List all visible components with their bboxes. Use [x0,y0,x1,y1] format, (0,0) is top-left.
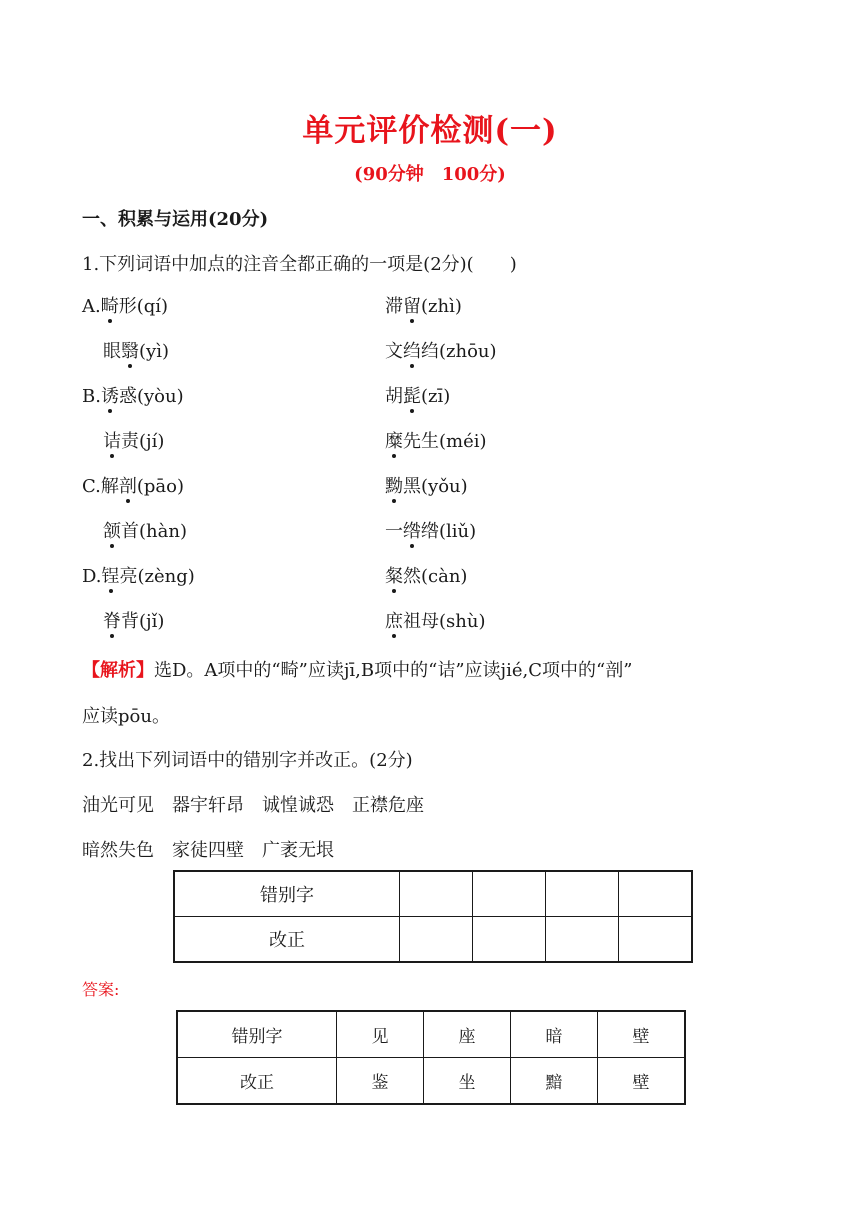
dotted-character: 畸 [101,292,119,318]
table-cell: 鉴 [337,1058,424,1105]
answer-key-table [176,1010,686,1105]
table-cell: 坐 [424,1058,511,1105]
blank-cell[interactable] [400,871,473,917]
table-cell-label: 改正 [174,917,400,963]
table-row [174,871,692,917]
dotted-character: 庶 [385,607,403,633]
blank-cell[interactable] [400,917,473,963]
blank-cell[interactable] [546,917,619,963]
analysis-line-1 [82,656,632,682]
blank-cell[interactable] [546,871,619,917]
table-row [174,917,692,963]
question-2-words-2: 暗然失色 家徒四壁 广袤无垠 [82,840,334,861]
answer-label: 答案: [82,980,120,999]
blank-cell[interactable] [473,871,546,917]
word-prefix: 解 [100,476,119,497]
dotted-character: 剖 [119,472,137,498]
page-title: 单元评价检测(一) [302,113,558,149]
word-prefix: 滞 [385,296,403,317]
word-suffix: 背(jǐ) [121,611,165,632]
word-prefix: 眼 [103,341,121,362]
table-cell: 壁 [598,1011,686,1058]
page-subtitle: (90分钟 100分) [354,164,506,185]
dotted-character: 绺 [403,517,421,543]
word-suffix: 绺(liǔ) [421,521,477,542]
option-label: C. [82,476,101,497]
option-b-item [385,382,450,408]
option-c-item [82,472,184,498]
word-suffix: 责(jí) [121,431,165,452]
blank-cell[interactable] [473,917,546,963]
dotted-character: 锃 [102,562,120,588]
dotted-character: 糜 [385,427,403,453]
word-suffix: 形(qí) [118,296,169,317]
option-c-item [103,517,187,543]
dotted-character: 髭 [403,382,421,408]
word-suffix: 然(càn) [403,566,468,587]
dotted-character: 黝 [385,472,403,498]
table-cell: 错别字 [177,1011,337,1058]
word-suffix: 亮(zèng) [119,566,195,587]
option-b-item [82,382,184,408]
option-c-item [385,472,468,498]
word-suffix: 惑(yòu) [118,386,184,407]
word-suffix: 首(hàn) [121,521,187,542]
word-suffix: (zhì) [421,296,462,317]
option-d-item [82,562,195,588]
analysis-text: 选D。A项中的“畸”应读jī,B项中的“诘”应读jié,C项中的“剖” [154,660,633,681]
option-a-item [385,337,497,363]
option-a-item [103,337,169,363]
blank-cell[interactable] [619,917,693,963]
dotted-character: 诱 [101,382,119,408]
dotted-character: 脊 [103,607,121,633]
table-cell: 座 [424,1011,511,1058]
table-row [177,1058,685,1105]
option-d-item [103,607,164,633]
option-a-item [82,292,168,318]
option-d-item [385,562,467,588]
question-2-stem: 2.找出下列词语中的错别字并改正。(2分) [82,750,413,771]
dotted-character: 留 [403,292,421,318]
dotted-character: 绉 [403,337,421,363]
table-cell-label: 错别字 [174,871,400,917]
option-label: B. [82,386,101,407]
option-a-item [385,292,462,318]
table-row [177,1011,685,1058]
word-suffix: 绉(zhōu) [421,341,497,362]
option-d-item [385,607,485,633]
answer-blank-table [173,870,693,963]
word-suffix: 先生(méi) [403,431,487,452]
option-c-item [385,517,476,543]
table-cell: 见 [337,1011,424,1058]
question-1-stem: 1.下列词语中加点的注音全都正确的一项是(2分)( ) [82,254,517,275]
dotted-character: 诘 [103,427,121,453]
section-heading: 一、积累与运用(20分) [82,209,269,230]
table-cell: 暗 [511,1011,598,1058]
table-cell: 壁 [598,1058,686,1105]
analysis-tag: 【解析】 [82,660,154,681]
option-b-item [385,427,487,453]
option-label: A. [82,296,101,317]
blank-cell[interactable] [619,871,693,917]
word-prefix: 胡 [385,386,403,407]
dotted-character: 翳 [121,337,139,363]
word-suffix: (yì) [139,341,169,362]
word-suffix: (pāo) [136,476,184,497]
word-prefix: 一 [385,521,403,542]
word-prefix: 文 [385,341,403,362]
word-suffix: 祖母(shù) [403,611,486,632]
word-suffix: 黑(yǒu) [403,476,468,497]
dotted-character: 颔 [103,517,121,543]
table-cell: 黯 [511,1058,598,1105]
option-b-item [103,427,164,453]
option-label: D. [82,566,102,587]
question-2-words-1: 油光可见 器宇轩昂 诚惶诚恐 正襟危座 [82,795,424,816]
analysis-line-2: 应读pōu。 [82,706,170,727]
word-suffix: (zī) [421,386,451,407]
table-cell: 改正 [177,1058,337,1105]
dotted-character: 粲 [385,562,403,588]
